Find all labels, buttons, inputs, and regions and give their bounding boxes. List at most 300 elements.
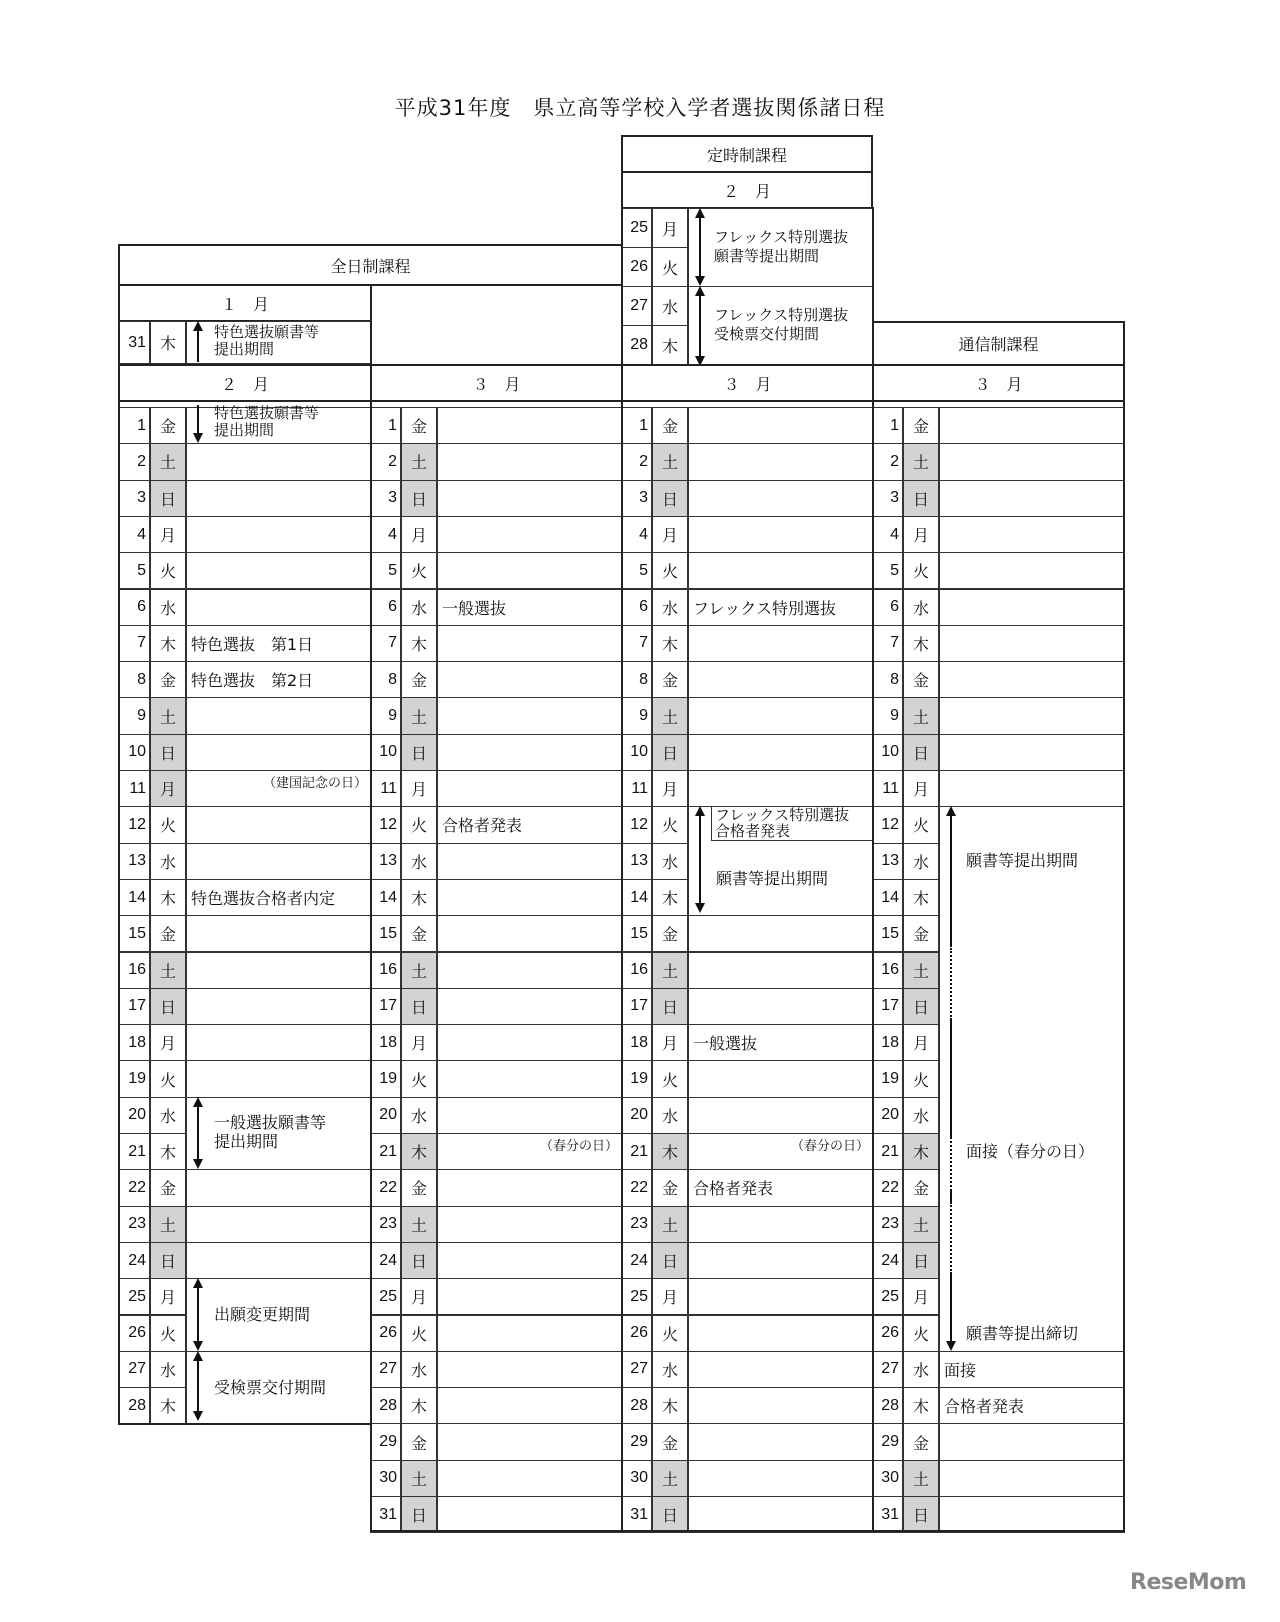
event-cell [939,734,1125,771]
event-cell [437,1496,623,1533]
event-cell [437,1423,623,1460]
day-of-week: 日 [150,988,186,1025]
day-of-week: 金 [150,407,186,444]
event-cell [437,480,623,517]
day-of-week: 土 [652,1460,688,1497]
event-cell: 特色選抜 第2日 [186,661,372,698]
event-cell [688,1496,874,1533]
day-number: 27 [621,1351,652,1388]
day-number: 20 [370,1097,401,1134]
day-number: 20 [621,1097,652,1134]
day-of-week: 土 [652,1206,688,1243]
event-cell [437,1242,623,1279]
day-number: 22 [370,1169,401,1206]
event-cell: 一般選抜 [688,1024,874,1061]
day-of-week: 金 [652,407,688,444]
day-of-week: 水 [150,1351,186,1388]
day-of-week: 日 [401,480,437,517]
day-number: 13 [621,843,652,880]
day-number: 16 [872,952,903,989]
event-cell [437,1024,623,1061]
day-of-week: 火 [150,552,186,589]
day-of-week: 金 [903,1169,939,1206]
day-of-week: 火 [652,806,688,843]
day-number: 18 [118,1024,150,1061]
day-number: 15 [872,915,903,952]
day-number: 7 [118,625,150,662]
day-of-week: 木 [150,879,186,916]
day-number: 28 [872,1387,903,1424]
zennichi-feb-month: ２ 月 [118,364,372,402]
event-cell [939,1097,1125,1134]
day-of-week: 日 [150,480,186,517]
teiji-header: 定時制課程 [621,135,873,173]
day-of-week: 木 [150,321,186,364]
day-number: 5 [370,552,401,589]
day-of-week: 金 [401,1423,437,1460]
event-cell [939,516,1125,553]
day-of-week: 月 [903,770,939,807]
event-cell [437,443,623,480]
day-of-week: 水 [652,1351,688,1388]
day-number: 29 [621,1423,652,1460]
event-cell [939,407,1125,444]
day-of-week: 日 [652,1496,688,1533]
day-of-week: 土 [903,443,939,480]
event-cell [688,552,874,589]
day-of-week: 日 [903,1242,939,1279]
event-cell: 特色選抜合格者内定 [186,879,372,916]
event-cell [939,625,1125,662]
event-cell [437,734,623,771]
day-of-week: 月 [401,1278,437,1315]
day-of-week: 金 [903,661,939,698]
ippan-apply-span-label: 一般選抜願書等 提出期間 [214,1113,327,1151]
zennichi-blank [370,284,623,366]
day-number: 18 [621,1024,652,1061]
event-cell [688,661,874,698]
day-number: 9 [118,697,150,734]
day-of-week: 日 [150,734,186,771]
tsushin-mar-month: ３ 月 [872,364,1125,402]
day-number: 28 [621,1387,652,1424]
day-of-week: 日 [401,988,437,1025]
event-cell [939,879,1125,916]
day-of-week: 月 [401,770,437,807]
day-number: 24 [621,1242,652,1279]
event-cell [186,1060,372,1097]
event-cell [688,770,874,807]
day-number: 9 [872,697,903,734]
zennichi-jan-month: １ 月 [118,284,372,322]
day-of-week: 木 [903,1133,939,1170]
event-cell [688,915,874,952]
dotted-line [950,1137,952,1191]
day-of-week: 月 [150,1024,186,1061]
day-of-week: 月 [903,1024,939,1061]
day-number: 5 [118,552,150,589]
day-of-week: 日 [401,734,437,771]
day-of-week: 金 [652,1169,688,1206]
day-number: 7 [872,625,903,662]
day-of-week: 金 [401,661,437,698]
event-cell [939,480,1125,517]
day-of-week: 火 [401,806,437,843]
day-of-week: 火 [150,1060,186,1097]
day-of-week: 金 [652,1423,688,1460]
day-number: 16 [370,952,401,989]
event-cell [688,1351,874,1388]
event-cell [939,952,1125,989]
day-of-week: 木 [903,1387,939,1424]
day-of-week: 木 [903,879,939,916]
teiji-apply-span-label: 願書等提出期間 [716,869,829,888]
event-cell [437,407,623,444]
teiji-mar-month: ３ 月 [621,364,874,402]
tsushin-interview-label: 面接（春分の日） [966,1142,1095,1161]
day-number: 2 [118,443,150,480]
event-cell [939,1242,1125,1279]
day-number: 27 [872,1351,903,1388]
day-number: 23 [621,1206,652,1243]
day-of-week: 火 [903,806,939,843]
event-cell [437,952,623,989]
day-of-week: 水 [150,1097,186,1134]
event-cell [939,1423,1125,1460]
day-of-week: 土 [903,952,939,989]
day-number: 5 [621,552,652,589]
day-of-week: 土 [401,1460,437,1497]
day-number: 17 [621,988,652,1025]
day-of-week: 金 [652,915,688,952]
tsushin-apply-end-label: 願書等提出締切 [966,1324,1079,1343]
ticket-span-label: 受検票交付期間 [214,1378,327,1397]
day-of-week: 土 [150,443,186,480]
day-of-week: 月 [652,770,688,807]
holiday-note: （春分の日） [688,1133,874,1170]
day-number: 26 [118,1315,150,1352]
event-cell [688,734,874,771]
day-number: 23 [370,1206,401,1243]
day-of-week: 木 [652,879,688,916]
event-cell [437,697,623,734]
event-cell [688,1097,874,1134]
day-of-week: 火 [150,806,186,843]
day-of-week: 土 [150,697,186,734]
day-number: 9 [370,697,401,734]
day-number: 11 [872,770,903,807]
event-cell [939,1024,1125,1061]
day-number: 12 [872,806,903,843]
day-of-week: 日 [401,1496,437,1533]
day-number: 27 [621,286,652,326]
event-cell [688,1387,874,1424]
event-cell [186,1024,372,1061]
event-cell [437,516,623,553]
event-cell: 合格者発表 [939,1387,1125,1424]
event-cell [688,697,874,734]
day-number: 1 [370,407,401,444]
day-number: 2 [621,443,652,480]
day-number: 17 [370,988,401,1025]
event-cell [688,1460,874,1497]
day-number: 3 [370,480,401,517]
day-of-week: 金 [150,1169,186,1206]
day-of-week: 金 [652,661,688,698]
event-cell [688,1423,874,1460]
dotted-line [950,1202,952,1275]
holiday-note: （建国記念の日） [186,770,372,807]
day-of-week: 火 [401,1315,437,1352]
event-cell [688,480,874,517]
day-of-week: 水 [652,843,688,880]
day-of-week: 日 [652,988,688,1025]
day-of-week: 月 [652,1024,688,1061]
day-number: 6 [118,589,150,626]
event-cell [437,770,623,807]
day-number: 21 [370,1133,401,1170]
day-number: 30 [621,1460,652,1497]
event-cell [939,589,1125,626]
day-number: 10 [118,734,150,771]
dotted-line [950,948,952,1021]
day-of-week: 水 [652,286,688,326]
day-of-week: 日 [652,1242,688,1279]
event-cell [186,952,372,989]
event-cell [939,988,1125,1025]
day-number: 24 [370,1242,401,1279]
event-cell: 面接 [939,1351,1125,1388]
day-number: 11 [621,770,652,807]
day-number: 2 [872,443,903,480]
day-of-week: 土 [652,952,688,989]
day-number: 15 [621,915,652,952]
day-number: 23 [118,1206,150,1243]
day-number: 17 [118,988,150,1025]
day-number: 10 [370,734,401,771]
day-number: 13 [872,843,903,880]
day-of-week: 日 [652,480,688,517]
day-of-week: 木 [401,1133,437,1170]
event-cell [437,1387,623,1424]
day-number: 8 [621,661,652,698]
day-of-week: 日 [150,1242,186,1279]
teiji-flex-ticket-label: フレックス特別選抜 受検票交付期間 [714,306,849,343]
day-number: 4 [872,516,903,553]
day-of-week: 火 [652,1315,688,1352]
event-cell [688,952,874,989]
event-cell [939,697,1125,734]
day-of-week: 土 [903,1460,939,1497]
day-number: 14 [370,879,401,916]
event-cell [688,1060,874,1097]
event-cell [939,1278,1125,1315]
day-of-week: 土 [903,697,939,734]
day-number: 3 [872,480,903,517]
day-number: 28 [370,1387,401,1424]
day-number: 19 [118,1060,150,1097]
day-of-week: 木 [150,1133,186,1170]
event-cell [688,1242,874,1279]
day-of-week: 土 [150,1206,186,1243]
day-of-week: 月 [903,516,939,553]
day-number: 26 [621,1315,652,1352]
event-cell [688,988,874,1025]
day-number: 6 [370,589,401,626]
day-of-week: 日 [903,480,939,517]
event-cell [186,697,372,734]
event-cell [437,988,623,1025]
day-number: 25 [872,1278,903,1315]
day-number: 28 [621,325,652,365]
event-cell [186,1169,372,1206]
day-number: 21 [621,1133,652,1170]
day-number: 28 [118,1387,150,1424]
day-of-week: 土 [903,1206,939,1243]
day-of-week: 火 [903,552,939,589]
day-of-week: 月 [652,208,688,248]
day-of-week: 土 [652,443,688,480]
day-number: 24 [872,1242,903,1279]
day-of-week: 土 [401,1206,437,1243]
event-cell [688,516,874,553]
day-number: 31 [118,321,150,364]
tsushin-header: 通信制課程 [872,321,1125,366]
day-number: 19 [872,1060,903,1097]
day-number: 5 [872,552,903,589]
event-cell [939,661,1125,698]
event-cell [437,1206,623,1243]
day-number: 6 [621,589,652,626]
event-cell [688,443,874,480]
day-of-week: 土 [401,443,437,480]
day-of-week: 土 [150,952,186,989]
day-of-week: 火 [150,1315,186,1352]
day-number: 25 [118,1278,150,1315]
day-number: 19 [621,1060,652,1097]
event-cell [186,915,372,952]
day-of-week: 火 [652,1060,688,1097]
event-cell [437,1097,623,1134]
day-of-week: 水 [652,589,688,626]
event-cell [186,1206,372,1243]
day-number: 2 [370,443,401,480]
day-number: 13 [118,843,150,880]
day-of-week: 水 [652,1097,688,1134]
event-cell [186,480,372,517]
day-of-week: 金 [150,915,186,952]
day-number: 1 [621,407,652,444]
day-number: 22 [872,1169,903,1206]
event-cell [186,806,372,843]
day-of-week: 月 [401,1024,437,1061]
day-number: 26 [370,1315,401,1352]
day-number: 17 [872,988,903,1025]
day-of-week: 火 [903,1315,939,1352]
event-cell: 一般選抜 [437,589,623,626]
event-cell [186,988,372,1025]
day-of-week: 木 [652,1387,688,1424]
event-cell [437,1169,623,1206]
day-number: 14 [872,879,903,916]
event-cell [186,516,372,553]
day-number: 12 [370,806,401,843]
change-span-label: 出願変更期間 [214,1305,311,1324]
day-of-week: 金 [903,1423,939,1460]
day-of-week: 土 [401,697,437,734]
day-of-week: 木 [401,879,437,916]
day-of-week: 日 [652,734,688,771]
day-number: 11 [370,770,401,807]
event-cell [437,879,623,916]
zennichi-mar-month: ３ 月 [370,364,623,402]
day-number: 18 [370,1024,401,1061]
jan-span-label: 特色選抜願書等 提出期間 [214,323,320,358]
day-of-week: 金 [150,661,186,698]
day-of-week: 金 [401,1169,437,1206]
day-number: 12 [621,806,652,843]
day-number: 25 [621,208,652,248]
day-of-week: 火 [652,247,688,287]
day-of-week: 水 [150,589,186,626]
day-number: 19 [370,1060,401,1097]
day-number: 14 [118,879,150,916]
event-cell [688,1206,874,1243]
day-of-week: 木 [401,625,437,662]
event-cell: 合格者発表 [688,1169,874,1206]
day-of-week: 月 [401,516,437,553]
day-number: 11 [118,770,150,807]
day-of-week: 金 [401,407,437,444]
event-cell [186,1242,372,1279]
event-cell [437,1351,623,1388]
day-number: 30 [370,1460,401,1497]
day-number: 1 [872,407,903,444]
day-number: 9 [621,697,652,734]
day-number: 24 [118,1242,150,1279]
event-cell [939,1060,1125,1097]
day-of-week: 土 [401,952,437,989]
day-of-week: 火 [401,552,437,589]
day-of-week: 日 [903,988,939,1025]
event-cell [437,625,623,662]
day-number: 6 [872,589,903,626]
day-number: 3 [621,480,652,517]
day-number: 16 [118,952,150,989]
day-of-week: 火 [401,1060,437,1097]
day-number: 20 [118,1097,150,1134]
day-of-week: 土 [652,697,688,734]
day-number: 22 [118,1169,150,1206]
event-cell [437,1460,623,1497]
event-cell [437,1060,623,1097]
day-number: 4 [370,516,401,553]
day-of-week: 水 [150,843,186,880]
day-of-week: 月 [150,770,186,807]
day-number: 14 [621,879,652,916]
page-title: 平成31年度 県立高等学校入学者選抜関係諸日程 [394,96,886,120]
day-of-week: 金 [903,407,939,444]
day-of-week: 水 [903,589,939,626]
event-cell [939,1496,1125,1533]
day-number: 21 [872,1133,903,1170]
event-cell [939,770,1125,807]
holiday-note: （春分の日） [437,1133,623,1170]
event-cell [939,806,1125,843]
teiji-feb-month: ２ 月 [621,171,873,209]
day-of-week: 木 [903,625,939,662]
day-of-week: 水 [401,1097,437,1134]
